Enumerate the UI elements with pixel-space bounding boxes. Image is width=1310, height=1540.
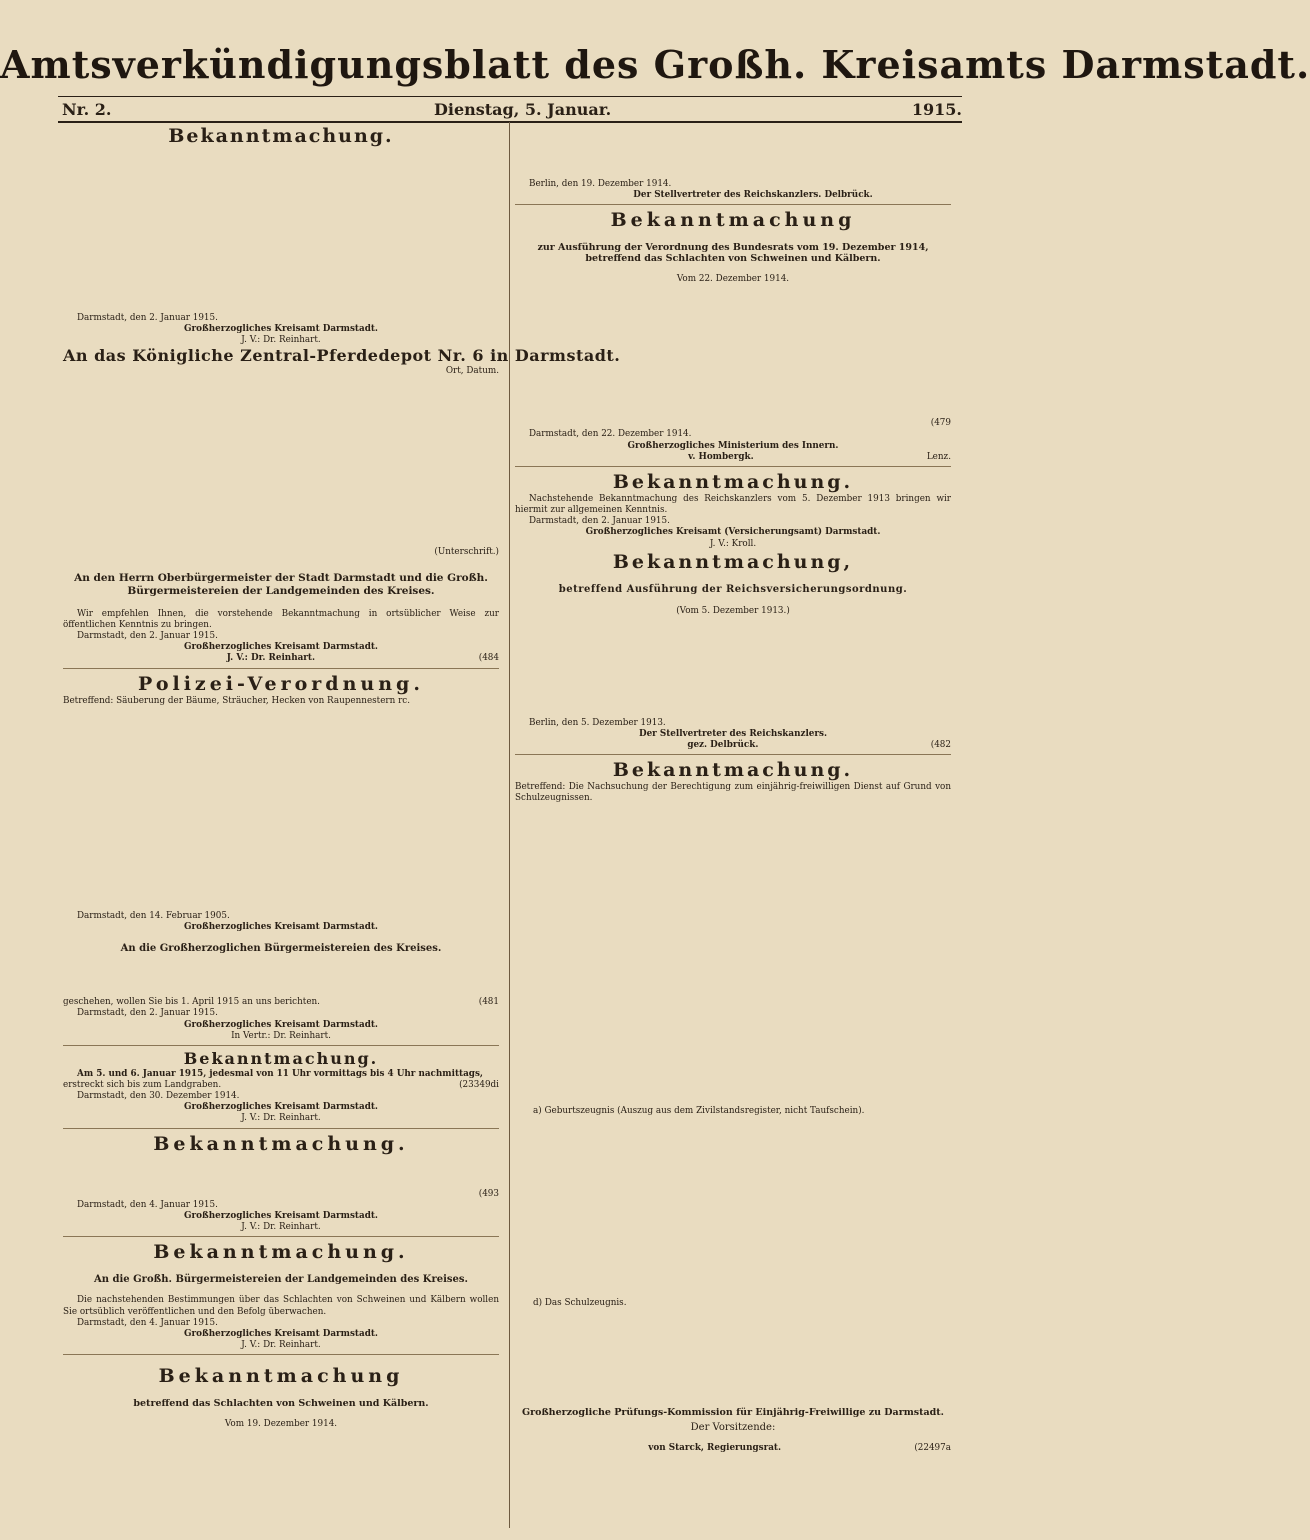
- unread-passage: [63, 1156, 499, 1189]
- signatory: Delbrück.: [824, 190, 873, 201]
- reference-number: (479: [930, 418, 951, 429]
- notice-body: erstreckt sich bis zum Landgraben.: [63, 1079, 222, 1090]
- notice-einjaehrig-freiwillig: [515, 758, 951, 1454]
- signature-row: [63, 653, 499, 664]
- chair-label: Der Vorsitzende:: [690, 1421, 776, 1433]
- unread-passage: [63, 707, 499, 911]
- document-item-d: d) Das Schulzeugnis.: [533, 1297, 627, 1308]
- place-date: Darmstadt, den 2. Januar 1915.: [77, 313, 218, 323]
- unread-passage: [63, 148, 499, 313]
- authority-signature: Der Stellvertreter des Reichskanzlers.: [638, 728, 828, 739]
- unread-passage: [515, 626, 951, 718]
- signature-row: [515, 1443, 951, 1454]
- place-date: Darmstadt, den 4. Januar 1915.: [77, 1317, 218, 1328]
- signatory: J. V.: Dr. Reinhart.: [241, 1222, 321, 1233]
- form-signature: (Unterschrift.): [434, 546, 499, 557]
- dateline: [62, 100, 962, 120]
- notice-title: Bekanntmachung.: [612, 470, 854, 493]
- notice-schlachten-verordnung: [63, 1358, 499, 1528]
- notice-title: Bekanntmachung,: [612, 550, 854, 573]
- unread-passage: [515, 804, 951, 1106]
- authority-signature: Großherzogliches Kreisamt (Versicherungsamt) Darmstadt.: [585, 527, 881, 538]
- unread-passage: [515, 1309, 951, 1407]
- notice-title: Bekanntmachung.: [153, 1241, 409, 1264]
- notice-title: Bekanntmachung.: [168, 125, 394, 147]
- place-date: Berlin, den 19. Dezember 1914.: [529, 179, 672, 189]
- notice-subtitle: betreffend Ausführung der Reichsversicherungsordnung.: [558, 583, 908, 595]
- signature-row: [515, 452, 951, 463]
- issue-year: 1915.: [911, 100, 962, 119]
- reference-number: (493: [478, 1188, 499, 1199]
- reference-number: (23349di: [459, 1079, 499, 1090]
- notice-date: (Vom 5. Dezember 1913.): [676, 605, 790, 616]
- authority-signature: Der Stellvertreter des Reichskanzlers.: [633, 190, 822, 201]
- authority-signature: Großherzogliches Ministerium des Innern.: [627, 440, 839, 451]
- notice-title: Bekanntmachung.: [183, 1048, 379, 1068]
- notice-truppenuebungsplatz: [63, 1049, 499, 1125]
- reference-number: (482: [930, 739, 951, 750]
- signatory: von Starck, Regierungsrat.: [648, 1443, 782, 1454]
- notice-body: Die nachstehenden Bestimmungen über das Schlachten von Schweinen und Kälbern wollen Sie ortsüblich veröffentlichen und den Befolg überwachen.: [63, 1295, 499, 1317]
- closing-row: [63, 997, 499, 1008]
- unread-passage: [515, 1118, 951, 1298]
- notice-ausfuehrung-schlachten: [515, 208, 951, 463]
- signatory: gez. Delbrück.: [687, 739, 759, 750]
- issue-date: Dienstag, 5. Januar.: [434, 100, 612, 119]
- top-rule: [58, 96, 962, 97]
- notice-body: Wir empfehlen Ihnen, die vorstehende Bekanntmachung in ortsüblicher Weise zur öffentlichen Kenntnis zu bringen.: [63, 608, 499, 630]
- issue-number: Nr. 2.: [62, 100, 112, 119]
- notice-schlachten-verordnung-cont: [515, 124, 951, 201]
- notice-title: Polizei-Verordnung.: [138, 672, 424, 695]
- notice-subject: Betreffend: Säuberung der Bäume, Sträucher, Hecken von Raupennestern rc.: [63, 695, 411, 706]
- notice-subject: Betreffend: Die Nachsuchung der Berechtigung zum einjährig-freiwilligen Dienst auf Grund von Schulzeugnissen.: [515, 782, 951, 804]
- notice-body: Am 5. und 6. Januar 1915, jedesmal von 11 Uhr vormittags bis 4 Uhr nachmittags,: [77, 1068, 483, 1079]
- notice-address: An die Großh. Bürgermeistereien der Landgemeinden des Kreises.: [93, 1274, 468, 1286]
- signatory: In Vertr.: Dr. Reinhart.: [231, 1030, 331, 1041]
- closing-row: [515, 418, 951, 429]
- masthead-title: Amtsverkündigungsblatt des Großh. Kreisamts Darmstadt.: [0, 42, 1310, 87]
- unread-passage: [63, 1439, 499, 1529]
- notice-polizei-verordnung: [63, 672, 499, 1042]
- unread-passage: [515, 294, 951, 418]
- place-date: Darmstadt, den 14. Februar 1905.: [77, 910, 230, 921]
- reference-number: (484: [478, 653, 499, 664]
- notice-schlachten-bestimmungen: [63, 1240, 499, 1351]
- notice-body-row: [63, 1080, 499, 1091]
- authority-signature: Großherzogliches Kreisamt Darmstadt.: [184, 642, 378, 653]
- notice-date: Vom 22. Dezember 1914.: [676, 274, 790, 285]
- notice-donnerstag: [63, 1132, 499, 1234]
- place-date: Darmstadt, den 22. Dezember 1914.: [529, 429, 692, 440]
- place-date: Darmstadt, den 2. Januar 1915.: [529, 516, 670, 527]
- unread-passage: [515, 124, 951, 179]
- place-date: Berlin, den 5. Dezember 1913.: [529, 717, 666, 728]
- reference-number: (22497a: [914, 1443, 951, 1454]
- form-place-date: Ort, Datum.: [445, 366, 499, 377]
- authority-signature: Großherzogliches Kreisamt Darmstadt.: [184, 324, 378, 335]
- authority-signature: Großherzogliches Kreisamt Darmstadt.: [184, 1019, 378, 1030]
- closing-row: [63, 1189, 499, 1200]
- signatory: v. Hombergk.: [688, 451, 754, 462]
- signatory: J. V.: Dr. Reinhart.: [241, 1113, 321, 1124]
- notice-reichskanzler: [515, 470, 951, 550]
- unread-passage: [63, 378, 499, 547]
- notice-date: Vom 19. Dezember 1914.: [224, 1418, 338, 1429]
- notice-address: An die Großherzoglichen Bürgermeistereien des Kreises.: [120, 943, 442, 955]
- dateline-rule: [58, 121, 962, 123]
- signature-row: [515, 740, 951, 751]
- place-date: Darmstadt, den 2. Januar 1915.: [77, 1008, 218, 1019]
- notice-kriegsministerium: [63, 124, 499, 346]
- place-date: Darmstadt, den 2. Januar 1915.: [77, 631, 218, 642]
- signatory-secondary: Lenz.: [926, 451, 951, 462]
- column-divider: [509, 122, 510, 1528]
- authority-signature: Großherzogliches Kreisamt Darmstadt.: [184, 1102, 378, 1113]
- notice-body: geschehen, wollen Sie bis 1. April 1915 an uns berichten.: [63, 997, 320, 1008]
- notice-body: Nachstehende Bekanntmachung des Reichskanzlers vom 5. Dezember 1913 bringen wir hiermit zur allgemeinen Kenntnis.: [515, 493, 951, 516]
- authority-signature: Großherzogliche Prüfungs-Kommission für Einjährig-Freiwillige zu Darmstadt.: [521, 1406, 944, 1418]
- notice-title: Bekanntmachung.: [153, 1132, 409, 1155]
- authority-signature: Großherzogliches Kreisamt Darmstadt.: [184, 1210, 378, 1221]
- authority-signature: Großherzogliches Kreisamt Darmstadt.: [184, 1328, 378, 1339]
- signatory: J. V.: Kroll.: [709, 538, 757, 549]
- signature-line: [515, 190, 951, 201]
- signatory: J. V.: Dr. Reinhart.: [241, 1340, 321, 1350]
- reference-number: (481: [478, 997, 499, 1008]
- signatory: J. V.: Dr. Reinhart.: [226, 653, 316, 664]
- place-date: Darmstadt, den 4. Januar 1915.: [77, 1199, 218, 1210]
- notice-subtitle: zur Ausführung der Verordnung des Bundesrats vom 19. Dezember 1914, betreffend das Schlachten von Schweinen und Kälbern.: [537, 241, 929, 265]
- notice-reichsversicherungsordnung: [515, 550, 951, 751]
- place-date: Darmstadt, den 30. Dezember 1914.: [77, 1091, 240, 1102]
- authority-signature: Großherzogliches Kreisamt Darmstadt.: [184, 921, 378, 932]
- right-column: [515, 124, 951, 1454]
- document-item-a: a) Geburtszeugnis (Auszug aus dem Zivilstandsregister, nicht Taufschein).: [533, 1106, 865, 1117]
- notice-title: Bekanntmachung: [610, 209, 856, 232]
- notice-title: Bekanntmachung: [158, 1365, 404, 1388]
- notice-title: An das Königliche Zentral-Pferdedepot Nr. 6 in Darmstadt.: [63, 346, 621, 366]
- notice-subtitle: betreffend das Schlachten von Schweinen und Kälbern.: [133, 1397, 429, 1409]
- notice-address: An den Herrn Oberbürgermeister der Stadt Darmstadt und die Großh. Bürgermeistereien der Landgemeinden des Kreises.: [74, 572, 488, 598]
- unread-passage: [63, 964, 499, 997]
- signatory: J. V.: Dr. Reinhart.: [241, 335, 321, 346]
- notice-title: Bekanntmachung.: [612, 759, 854, 782]
- notice-oberbuergermeister: [63, 572, 499, 664]
